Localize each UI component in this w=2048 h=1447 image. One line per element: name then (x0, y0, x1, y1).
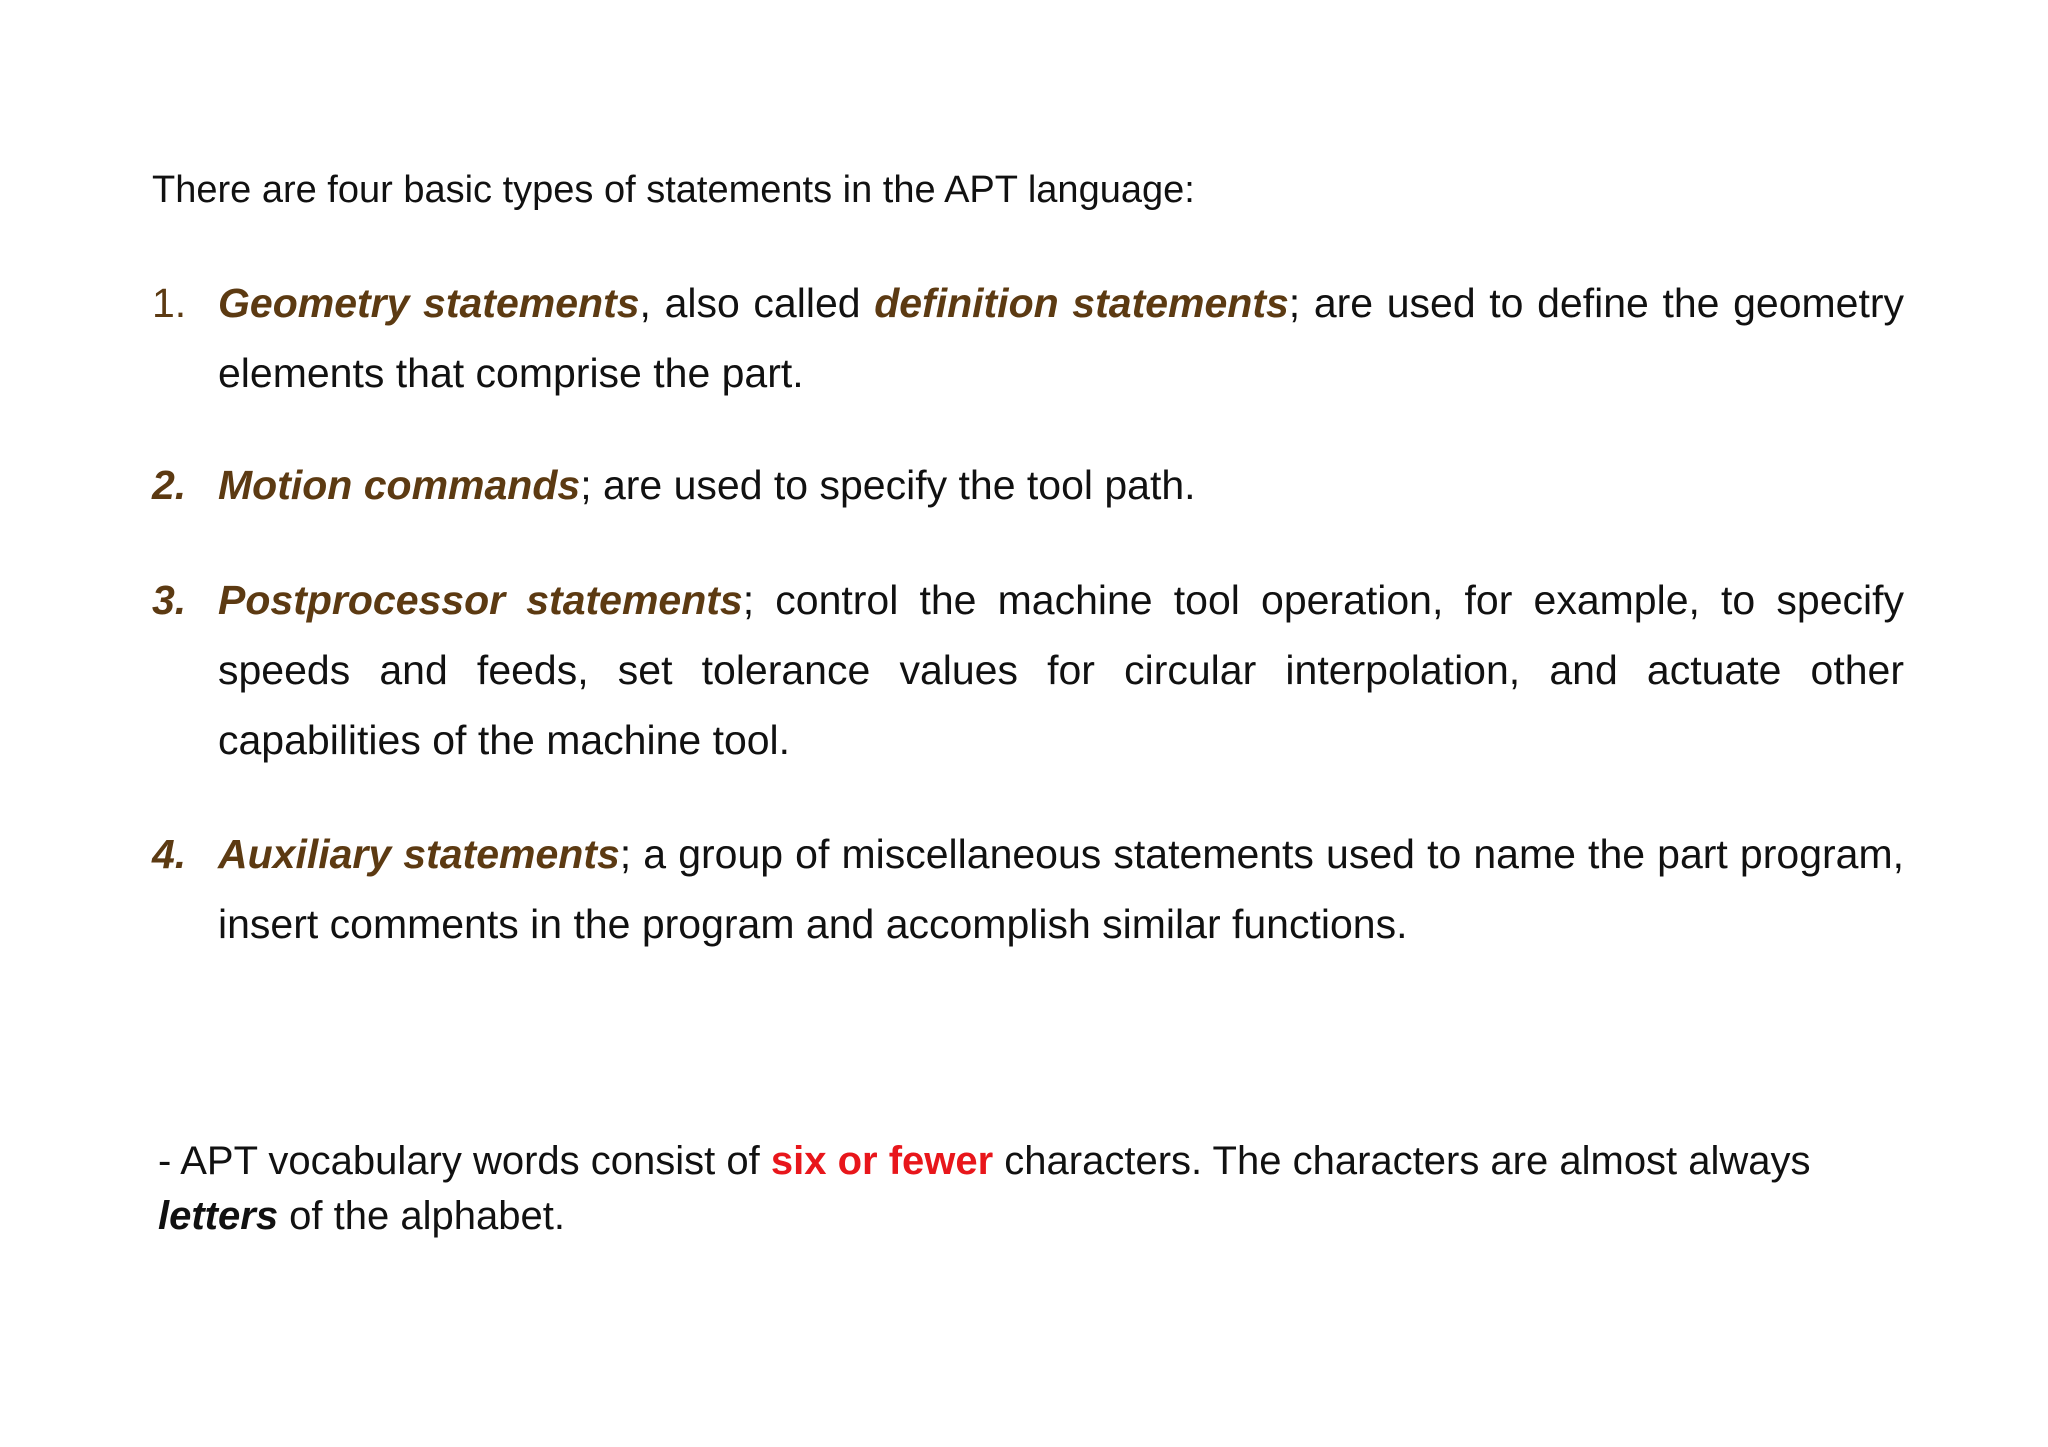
list-item-text: ; are used to specify the tool path. (580, 462, 1196, 508)
list-item-body (218, 565, 1904, 775)
list-number: 2. (152, 462, 187, 508)
list-item-text: , also called (639, 280, 875, 326)
list-item-geometry (152, 268, 1904, 408)
list-item-body (218, 819, 1904, 959)
note-emphasis: letters (158, 1194, 279, 1238)
note-highlight: six or fewer (770, 1139, 994, 1183)
list-item-motion (152, 450, 1904, 520)
list-number: 3. (152, 577, 187, 623)
term-motion-commands: Motion commands (218, 462, 581, 508)
list-item-text: ; a group of miscellaneous statements used to name the part program, insert comments in the program and accomplish similar functions. (218, 831, 1904, 947)
list-number: 4. (152, 831, 187, 877)
term-geometry-statements: Geometry statements (218, 280, 640, 326)
intro-text: There are four basic types of statements in the APT language: (152, 169, 1195, 211)
list-item-body (218, 268, 1904, 408)
note-text: of the alphabet. (278, 1194, 565, 1238)
term-postprocessor-statements: Postprocessor statements (218, 577, 743, 623)
list-item-text: ; control the machine tool operation, for example, to specify speeds and feeds, set tolerance values for circular interpolation, and actuate other capabilities of the machine tool. (218, 577, 1904, 763)
list-number: 1. (152, 280, 187, 326)
list-item-postprocessor (152, 565, 1904, 775)
list-item-auxiliary (152, 819, 1904, 959)
note-text: characters. The characters are almost always (993, 1139, 1811, 1183)
list-item-body (218, 450, 1904, 520)
vocabulary-note (158, 1134, 1898, 1244)
note-text: - APT vocabulary words consist of (158, 1139, 771, 1183)
list-item-text: ; are used to define the geometry elements that comprise the part. (218, 280, 1904, 396)
term-definition-statements: definition statements (874, 280, 1289, 326)
term-auxiliary-statements: Auxiliary statements (218, 831, 620, 877)
